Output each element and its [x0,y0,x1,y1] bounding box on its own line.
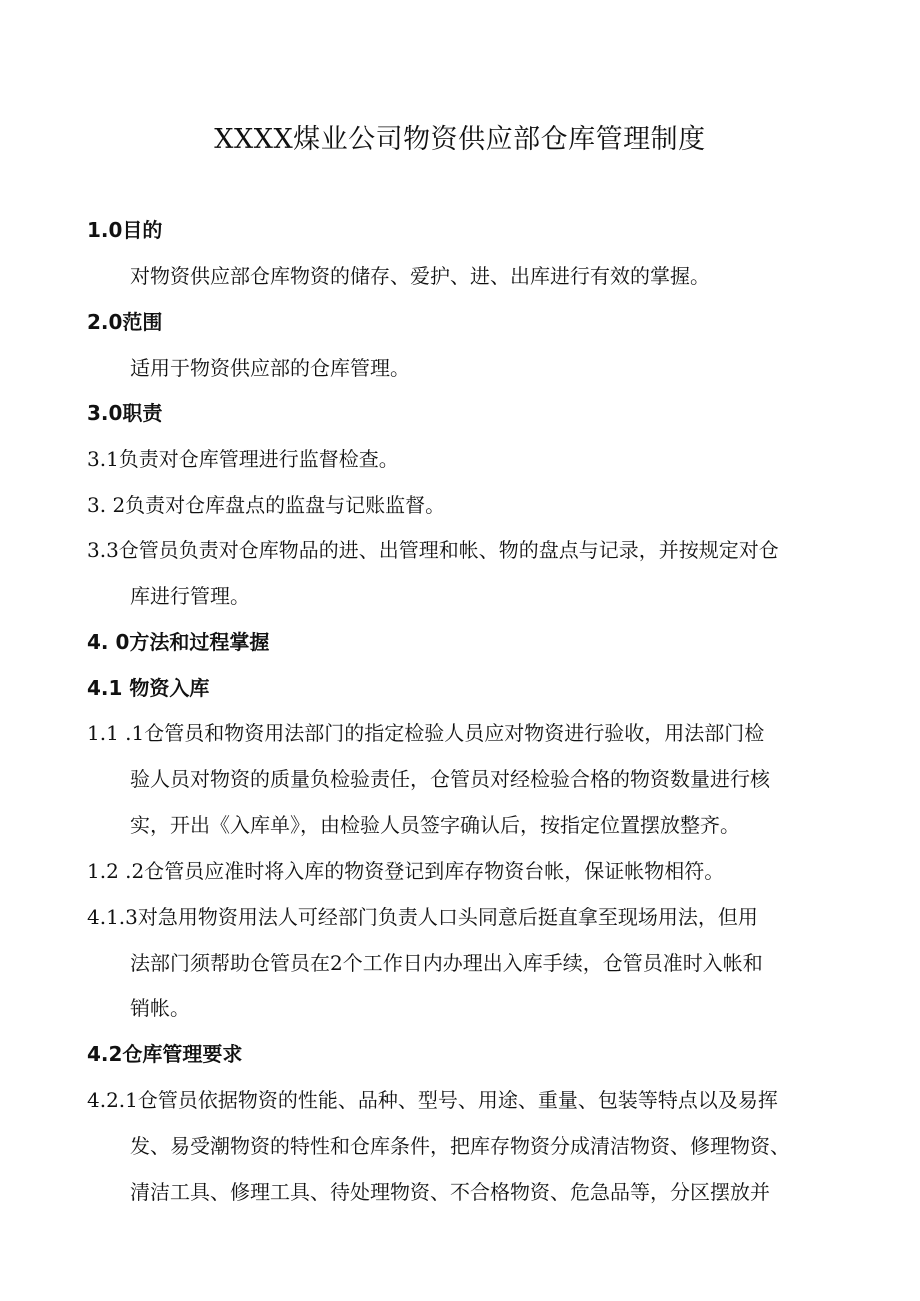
section-4-1-3-text-line3: 销帐。 [130,996,190,1020]
section-4-1-1-text-line3: 实，开出《入库单》，由检验人员签字确认后，按指定位置摆放整齐。 [130,813,740,837]
section-4-1-2-text: 1.2 .2仓管员应准时将入库的物资登记到库存物资台帐，保证帐物相符。 [87,859,725,883]
section-4-2-1-text-line1: 4.2.1仓管员依据物资的性能、品种、型号、用途、重量、包装等特点以及易挥 [87,1088,778,1112]
section-4-1-heading: 4.1 物资入库 [87,676,210,700]
section-4-2-heading: 4.2仓库管理要求 [87,1042,243,1066]
section-3-3-text-line2: 库进行管理。 [130,584,250,608]
section-3-heading: 3.0职责 [87,401,163,425]
section-4-1-1-text-line1: 1.1 .1仓管员和物资用法部门的指定检验人员应对物资进行验收，用法部门检 [87,721,765,745]
section-3-2-text: 3. 2负责对仓库盘点的监盘与记账监督。 [87,493,446,517]
section-4-1-3-text-line2: 法部门须帮助仓管员在2个工作日内办理出入库手续，仓管员准时入帐和 [130,951,763,975]
section-3-1-text: 3.1负责对仓库管理进行监督检查。 [87,447,399,471]
section-1-heading: 1.0目的 [87,218,163,242]
section-1-text: 对物资供应部仓库物资的储存、爱护、进、出库进行有效的掌握。 [130,264,710,288]
document-title: XXXX煤业公司物资供应部仓库管理制度 [214,124,706,155]
section-2-text: 适用于物资供应部的仓库管理。 [130,356,410,380]
section-4-1-3-text-line1: 4.1.3对急用物资用法人可经部门负责人口头同意后挺直拿至现场用法，但用 [87,905,758,929]
section-4-2-1-text-line2: 发、易受潮物资的特性和仓库条件，把库存物资分成清洁物资、修理物资、 [130,1134,790,1158]
section-4-2-1-text-line3: 清洁工具、修理工具、待处理物资、不合格物资、危急品等，分区摆放并 [130,1180,770,1204]
section-4-heading: 4. 0方法和过程掌握 [87,630,270,654]
section-4-1-1-text-line2: 验人员对物资的质量负检验责任，仓管员对经检验合格的物资数量进行核 [130,767,770,791]
section-2-heading: 2.0范围 [87,310,163,334]
section-3-3-text-line1: 3.3仓管员负责对仓库物品的进、出管理和帐、物的盘点与记录，并按规定对仓 [87,538,779,562]
